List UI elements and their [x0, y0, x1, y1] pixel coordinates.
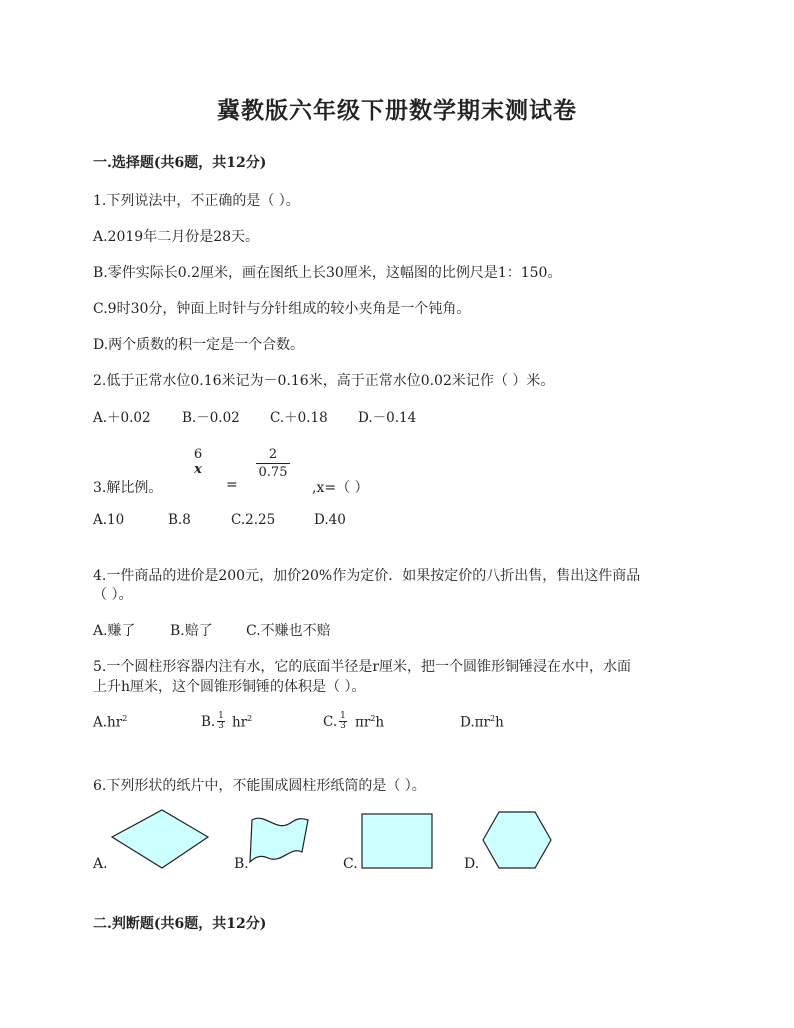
question-5-option-b-letter: B. — [201, 714, 216, 730]
question-5-option-b-expression — [232, 714, 252, 731]
question-5-stem-line-1: 5.一个圆柱形容器内注有水，它的底面半径是r厘米，把一个圆锥形铜锤浸在水中，水面 — [93, 659, 632, 675]
option-letter: A. — [93, 714, 108, 731]
fraction-one-third — [339, 712, 347, 731]
question-1-option-d: D.两个质数的积一定是一个合数。 — [93, 337, 305, 353]
superscript: 2 — [489, 714, 496, 723]
question-3-stem: 3.解比例。 — [93, 480, 163, 496]
question-1-stem: 1.下列说法中，不正确的是（ ）。 — [93, 193, 300, 209]
question-4-option-c: C.不赚也不赔 — [246, 623, 331, 639]
question-4-option-a: A.赚了 — [93, 623, 136, 639]
option-expression: hr — [232, 714, 248, 731]
question-2-option-a: A.＋0.02 — [93, 410, 151, 426]
question-6-option-d-label: D. — [464, 856, 480, 872]
section-heading-choice: 一.选择题(共6题，共12分) — [93, 155, 267, 171]
question-6-stem: 6.下列形状的纸片中，不能围成圆柱形纸筒的是（ ）。 — [93, 778, 426, 794]
rhombus-shape — [110, 808, 210, 874]
section-heading-judgement: 二.判断题(共6题，共12分) — [93, 916, 267, 932]
question-5-option-c-letter: C. — [323, 714, 338, 730]
question-2-option-d: D.－0.14 — [358, 410, 417, 426]
wavy-parallelogram-shape — [246, 812, 312, 868]
option-expression: πr — [355, 714, 371, 731]
fraction-denominator: 3 — [218, 721, 224, 731]
superscript: 2 — [122, 714, 128, 723]
question-5-option-a — [93, 714, 127, 731]
option-expression-tail: h — [375, 714, 385, 731]
fraction-numerator: 2 — [268, 447, 278, 462]
option-expression-tail: h — [495, 714, 504, 731]
question-5-stem-line-2: 上升h厘米，这个圆锥形铜锤的体积是（ ）。 — [93, 679, 366, 695]
option-expression: πr — [474, 714, 490, 731]
question-3-tail: ,x=（ ） — [312, 480, 369, 496]
question-4-stem-line-2: （ ）。 — [93, 587, 133, 603]
question-1-option-b: B.零件实际长0.2厘米，画在图纸上长30厘米，这幅图的比例尺是1：150。 — [93, 265, 562, 281]
question-6-option-c-label: C. — [343, 856, 358, 872]
fraction-denominator: 0.75 — [258, 465, 288, 480]
page-title: 冀教版六年级下册数学期末测试卷 — [217, 97, 577, 124]
question-5-option-d — [460, 714, 504, 731]
question-2-option-b: B.－0.02 — [182, 410, 240, 426]
question-3-option-b: B.8 — [168, 512, 191, 528]
question-4-option-b: B.赔了 — [170, 623, 213, 639]
question-5-option-c-expression — [355, 714, 384, 731]
superscript: 2 — [247, 714, 253, 723]
fraction-one-third — [217, 712, 225, 731]
question-6-option-b-label: B. — [234, 856, 249, 872]
fraction-denominator: x — [194, 462, 202, 477]
hexagon-shape — [481, 810, 555, 872]
question-3-option-d: D.40 — [314, 512, 346, 528]
question-3-option-c: C.2.25 — [231, 512, 276, 528]
fraction-denominator: 3 — [340, 721, 346, 731]
equals-sign: = — [226, 477, 238, 493]
option-letter: D. — [460, 714, 475, 731]
question-4-stem-line-1: 4.一件商品的进价是200元，加价20%作为定价．如果按定价的八折出售，售出这件商品 — [93, 568, 641, 584]
rectangle-shape — [360, 812, 436, 872]
option-expression: hr — [107, 714, 123, 731]
question-6-option-a-label: A. — [93, 856, 108, 872]
question-1-option-c: C.9时30分，钟面上时针与分针组成的较小夹角是一个钝角。 — [93, 301, 471, 317]
fraction-bar — [256, 463, 290, 464]
fraction-numerator: 1 — [340, 711, 346, 721]
fraction-numerator: 1 — [218, 711, 224, 721]
question-3-option-a: A.10 — [93, 512, 125, 528]
question-2-stem: 2.低于正常水位0.16米记为－0.16米，高于正常水位0.02米记作（ ）米。 — [93, 373, 555, 389]
fraction-2-over-075 — [256, 447, 290, 480]
question-2-option-c: C.＋0.18 — [270, 410, 328, 426]
superscript: 2 — [370, 714, 376, 723]
fraction-numerator: 6 — [193, 447, 203, 462]
fraction-6-over-x — [188, 447, 208, 477]
question-1-option-a: A.2019年二月份是28天。 — [93, 229, 260, 245]
